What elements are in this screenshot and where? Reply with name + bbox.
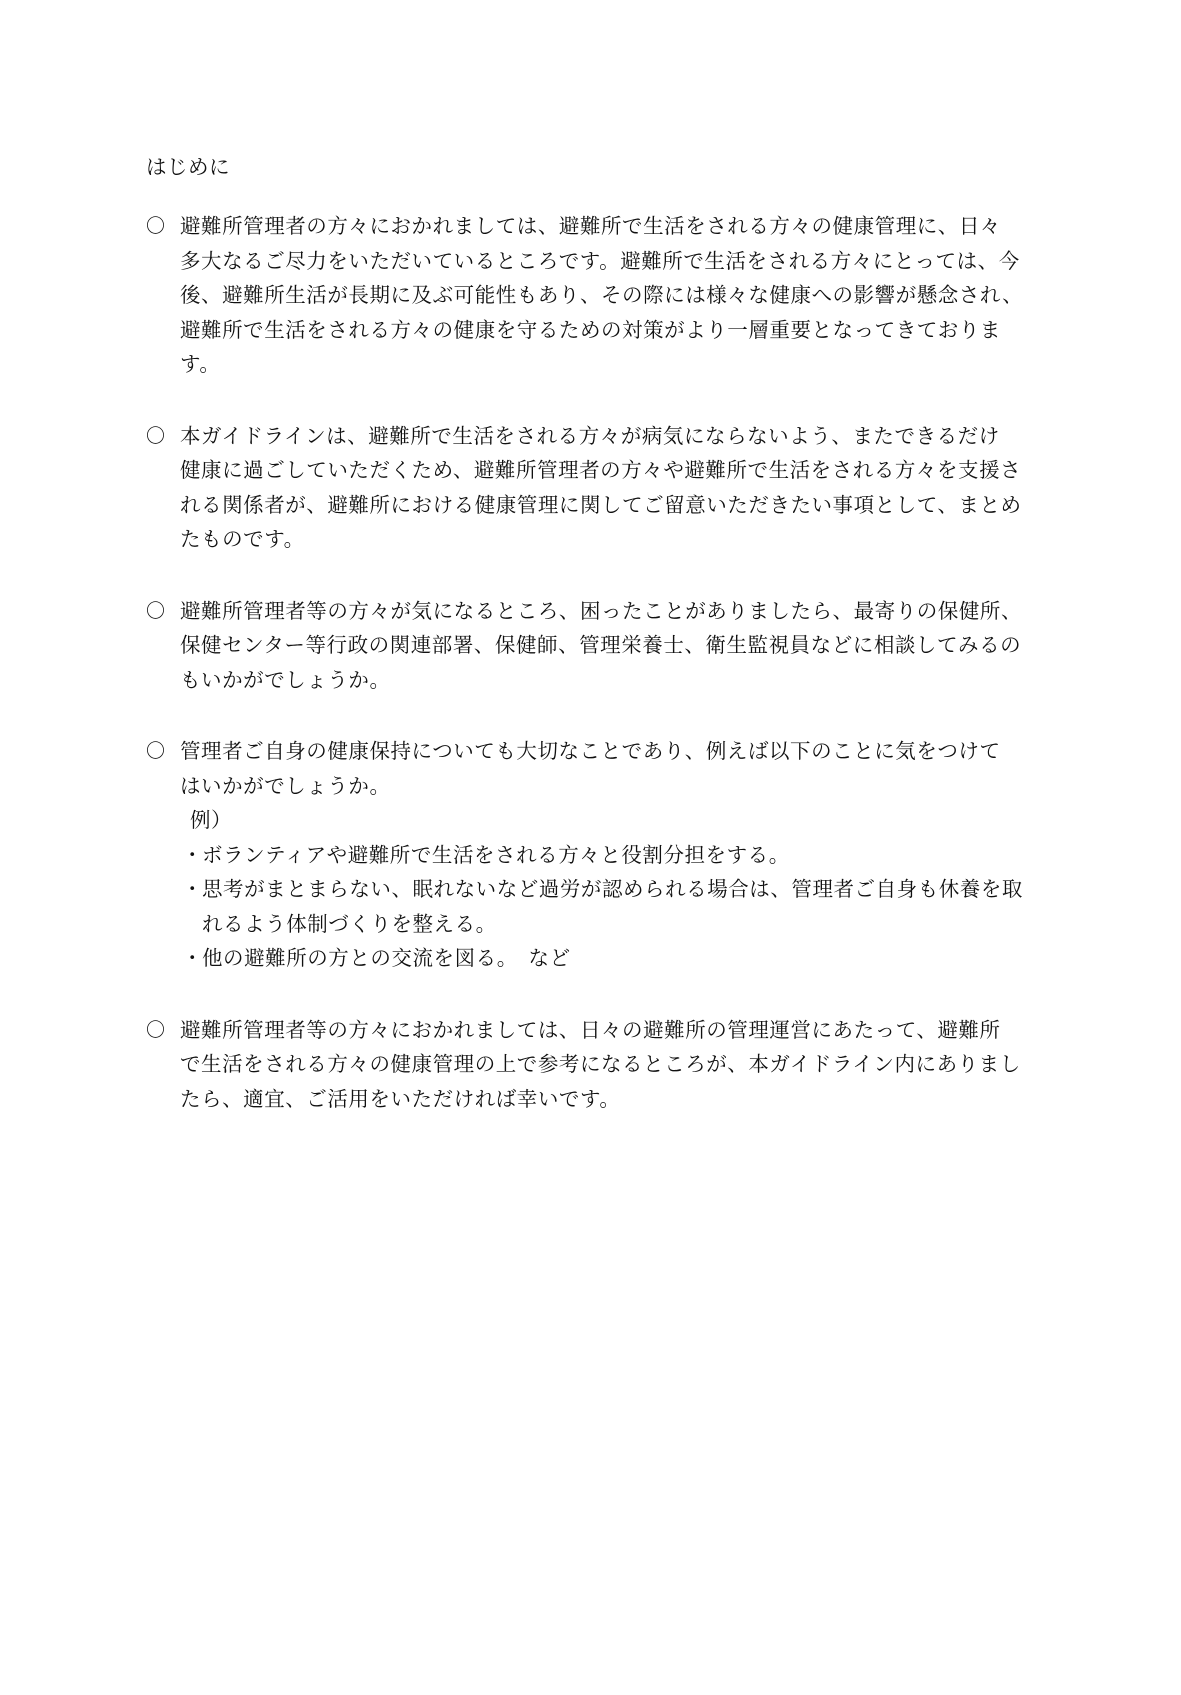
paragraph-text [180,419,1034,557]
circle-bullet-icon: 〇 [146,740,166,762]
page-heading: はじめに [146,155,230,179]
paragraph-text [180,734,1034,976]
paragraph-line: たら、適宜、ご活用をいただければ幸いです。 [180,1086,621,1111]
bullet-line: ボランティアや避難所で生活をされる方々と役割分担をする。 [202,842,790,867]
paragraph-section [146,1013,1034,1117]
paragraph-section [146,419,1034,557]
dot-bullet-icon: ・ [182,877,204,901]
bullet-text [202,872,1034,941]
circle-bullet-icon: 〇 [146,424,166,447]
example-bullet-item [180,872,1034,941]
paragraph-line: 避難所管理者等の方々が気になるところ、困ったことがありましたら、最寄りの保健所、 [180,598,1022,623]
paragraph-section [146,594,1034,698]
circle-bullet-icon: 〇 [146,599,166,622]
paragraph-line: もいかがでしょうか。 [180,667,391,692]
dot-bullet-icon: ・ [182,946,204,970]
paragraph-line: で生活をされる方々の健康管理の上で参考になるところが、本ガイドライン内にありまし [180,1052,1021,1076]
bullet-line: れるよう体制づくりを整える。 [202,911,497,936]
paragraph-section [146,209,1034,382]
example-bullet-item [180,838,1034,873]
paragraph-line: 健康に過ごしていただくため、避難所管理者の方々や避難所で生活をされる方々を支援さ [180,458,1022,482]
paragraph-line: 避難所管理者等の方々におかれましては、日々の避難所の管理運営にあたって、避難所 [180,1017,1001,1042]
example-bullet-item [180,941,1034,976]
paragraph-text [180,209,1034,382]
paragraph-line: 後、避難所生活が長期に及ぶ可能性もあり、その際には様々な健康への影響が懸念され、 [180,283,1024,307]
paragraph-line: 多大なるご尽力をいただいているところです。避難所で生活をされる方々にとっては、今 [180,248,1020,273]
bullet-line: 他の避難所の方との交流を図る。 など [202,946,571,970]
paragraph-line: はいかがでしょうか。 [180,773,391,798]
paragraph-line: 避難所で生活をされる方々の健康を守るための対策がより一層重要となってきておりま [180,317,1001,342]
paragraph-line: たものです。 [180,527,305,551]
bullet-text [202,838,1034,873]
paragraph-text [180,594,1034,698]
paragraph-line: 避難所管理者の方々におかれましては、避難所で生活をされる方々の健康管理に、日々 [180,214,1001,238]
dot-bullet-icon: ・ [182,842,204,867]
paragraph-text [180,1013,1034,1117]
circle-bullet-icon: 〇 [146,215,166,237]
bullet-text [202,941,1034,976]
bullet-line: 思考がまとまらない、眠れないなど過労が認められる場合は、管理者ご自身も休養を取 [202,877,1023,901]
paragraph-line: す。 [180,352,221,376]
example-label: 例） [190,808,233,832]
paragraph-section [146,734,1034,976]
document-content [146,150,1034,1153]
circle-bullet-icon: 〇 [146,1018,166,1041]
paragraph-line: 管理者ご自身の健康保持についても大切なことであり、例えば以下のことに気をつけて [180,739,1001,763]
paragraph-line: 保健センター等行政の関連部署、保健師、管理栄養士、衛生監視員などに相談してみるの [180,633,1022,657]
paragraph-line: れる関係者が、避難所における健康管理に関してご留意いただきたい事項として、まとめ [180,492,1022,517]
paragraph-line: 本ガイドラインは、避難所で生活をされる方々が病気にならないよう、またできるだけ [180,423,1000,448]
